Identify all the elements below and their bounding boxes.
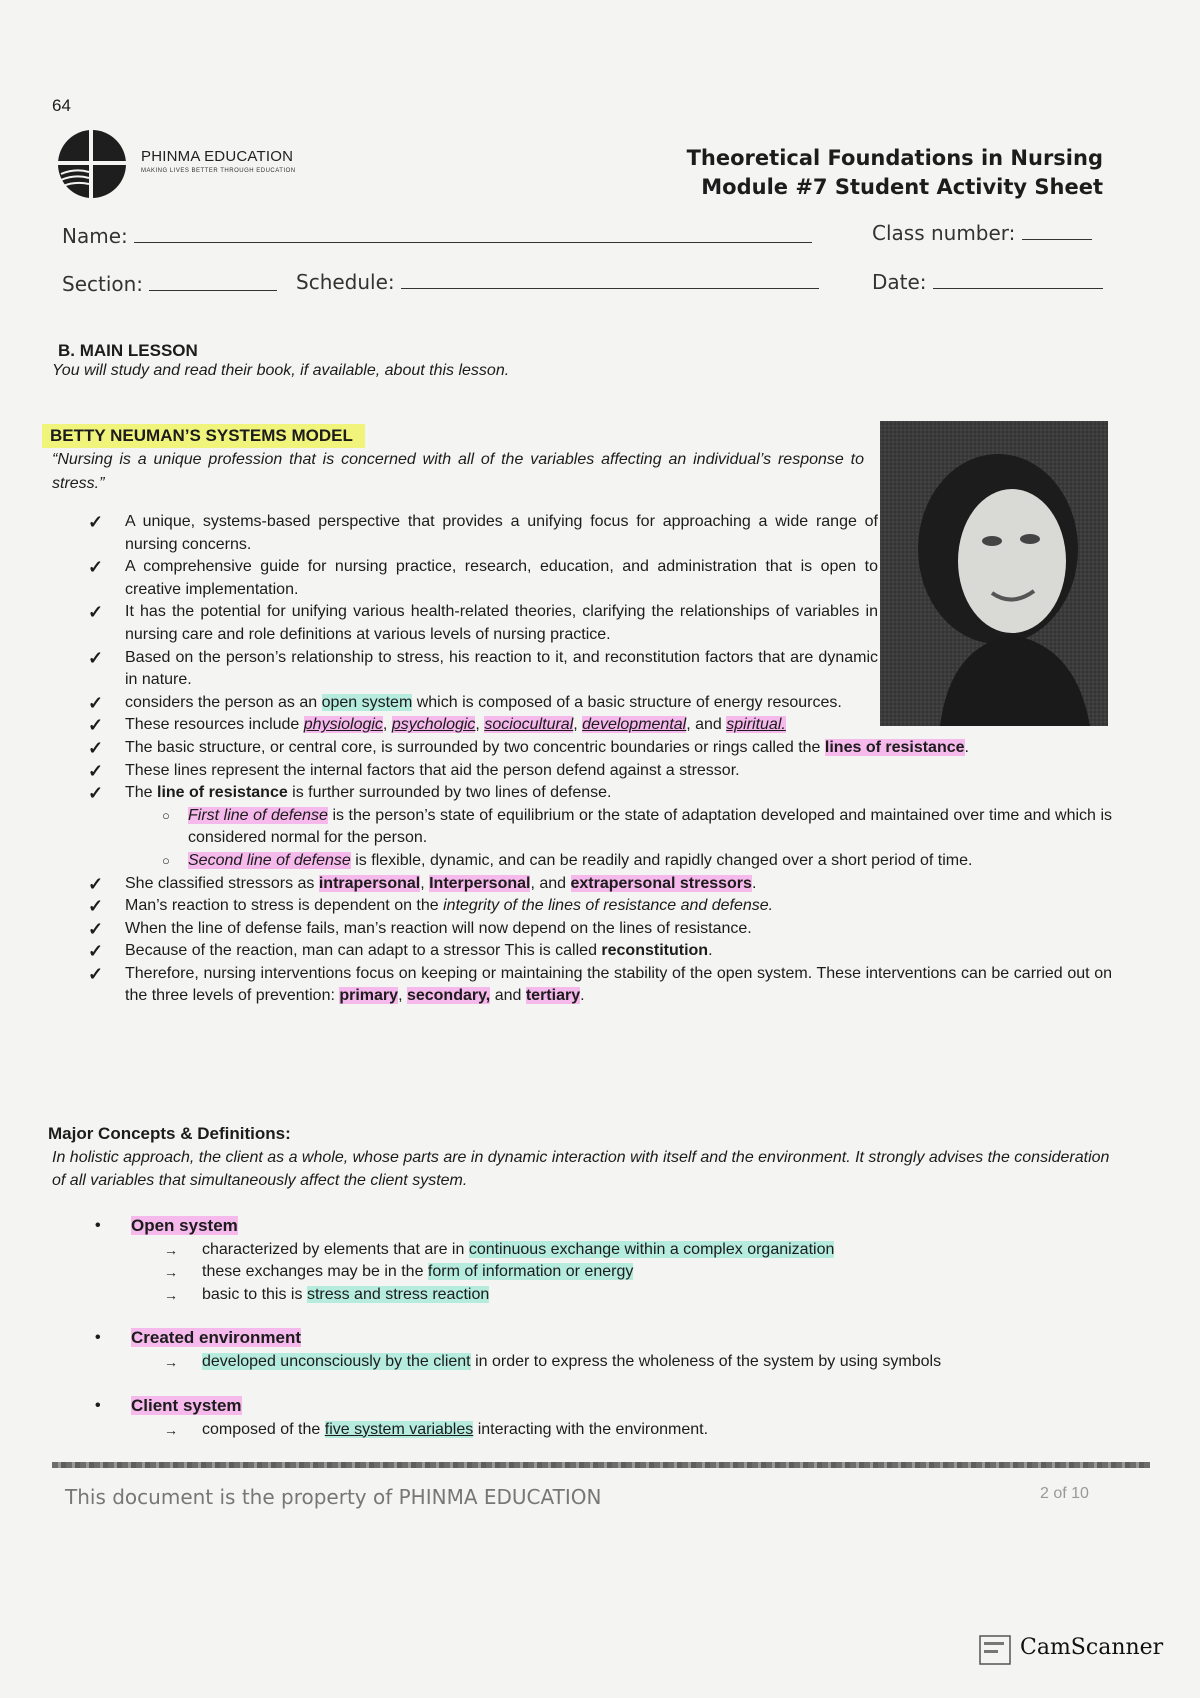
class-number-field (872, 221, 1092, 245)
lines-of-defense-list (125, 805, 1112, 873)
list-item: ○ Second line of defense is flexible, dynamic, and can be readily and rapidly changed over a short period of time. (162, 850, 1112, 873)
check-icon: ✓ (88, 647, 104, 668)
document-header (687, 144, 1103, 202)
page-number: 64 (52, 96, 71, 115)
arrow-right-icon: → (164, 1421, 178, 1438)
camscanner-watermark: CamScanner (1020, 1635, 1164, 1660)
class-number-line[interactable] (1022, 221, 1092, 240)
footer-divider (52, 1462, 1150, 1468)
phinma-logo (55, 128, 355, 200)
open-system-definition (95, 1215, 1135, 1306)
list-item: → developed unconsciously by the client in order to express the wholeness of the system by using symbols (164, 1351, 1135, 1374)
footer-text: This document is the property of PHINMA EDUCATION (65, 1485, 602, 1509)
globe-logo-icon (55, 128, 129, 200)
date-label: Date: (872, 270, 927, 294)
check-icon: ✓ (88, 941, 104, 962)
name-field (62, 224, 812, 248)
term-client-system: Client system (131, 1396, 242, 1415)
list-item: ✓ These lines represent the internal factors that aid the person defend against a stressor. (88, 760, 740, 781)
section-intro: You will study and read their book, if available, about this lesson. (52, 362, 510, 379)
model-quote: “Nursing is a unique profession that is concerned with all of the variables affecting an individual’s response to stress.” (52, 451, 864, 492)
list-item: ✓ A unique, systems-based perspective that provides a unifying focus for approaching a wide range of nursing concerns. (88, 512, 878, 553)
check-icon: ✓ (88, 873, 104, 894)
check-icon: ✓ (88, 963, 104, 984)
arrow-right-icon: → (164, 1353, 178, 1370)
course-title: Theoretical Foundations in Nursing (686, 146, 1103, 170)
list-item: ✓ Because of the reaction, man can adapt to a stressor This is called reconstitution. (88, 941, 713, 962)
section-heading: B. MAIN LESSON (58, 341, 198, 360)
date-line[interactable] (933, 270, 1103, 289)
list-item: ✓ The basic structure, or central core, is surrounded by two concentric boundaries or rings called the lines of resistance. (88, 737, 969, 758)
check-icon: ✓ (88, 760, 104, 781)
definition-list (95, 1351, 1135, 1374)
definition-list (95, 1239, 1135, 1307)
list-item: ✓ When the line of defense fails, man’s reaction will now depend on the lines of resistance. (88, 918, 752, 939)
created-environment-definition (95, 1327, 1135, 1373)
list-item: ✓ Therefore, nursing interventions focus on keeping or maintaining the stability of the open system. These interventions can be carried out on the three levels of prevention: primary, secondary, and tertiary. (88, 963, 1112, 1005)
term-row (95, 1215, 1135, 1239)
list-item: ○ First line of defense is the person’s state of equilibrium or the state of adaptation developed and maintained over time and which is considered normal for the person. (162, 806, 1113, 847)
section-field (62, 272, 277, 296)
camscanner-icon (978, 1632, 1014, 1668)
module-title: Module #7 Student Activity Sheet (701, 175, 1103, 199)
arrow-right-icon: → (164, 1286, 178, 1303)
list-item: ✓ The line of resistance is further surrounded by two lines of defense. ○ First line of defense is the person’s state of equilibrium or the state of adaptation developed and maintained over time and which is considered normal for the person. ○ Second line of defense is flexible, dynamic, and can be readily and rapidly changed over a short period of time. (88, 782, 1112, 872)
schedule-label: Schedule: (296, 270, 395, 294)
circle-bullet-icon: ○ (162, 807, 170, 823)
model-title: BETTY NEUMAN’S SYSTEMS MODEL (42, 424, 365, 448)
check-icon: ✓ (88, 602, 104, 623)
bullet-icon: • (95, 1217, 101, 1234)
check-icon: ✓ (88, 896, 104, 917)
bullet-icon: • (95, 1397, 101, 1414)
check-icon: ✓ (88, 918, 104, 939)
concepts-intro: In holistic approach, the client as a whole, whose parts are in dynamic interaction with itself and the environment. It strongly advises the consideration of all variables that simultaneously affect the client system. (52, 1149, 1110, 1189)
check-icon: ✓ (88, 692, 104, 713)
footer-page: 2 of 10 (1040, 1485, 1089, 1502)
term-created-environment: Created environment (131, 1328, 302, 1347)
logo-text: PHINMA EDUCATION (141, 148, 294, 165)
client-system-definition (95, 1395, 1135, 1441)
term-row (95, 1327, 1135, 1351)
name-line[interactable] (134, 224, 812, 243)
schedule-field (296, 270, 819, 294)
circle-bullet-icon: ○ (162, 852, 170, 868)
check-icon: ✓ (88, 512, 104, 532)
list-item: ✓ A comprehensive guide for nursing practice, research, education, and administration that is open to creative implementation. (88, 557, 878, 598)
term-open-system: Open system (131, 1216, 238, 1235)
name-label: Name: (62, 224, 128, 248)
date-field (872, 270, 1103, 294)
schedule-line[interactable] (401, 270, 819, 289)
list-item: → composed of the five system variables interacting with the environment. (164, 1419, 1135, 1442)
list-item: ✓ considers the person as an open system which is composed of a basic structure of energy resources. (88, 692, 842, 713)
check-icon: ✓ (88, 557, 104, 578)
check-icon: ✓ (88, 715, 104, 736)
list-item: → characterized by elements that are in continuous exchange within a complex organization (164, 1239, 1135, 1262)
concepts-heading: Major Concepts & Definitions: (48, 1124, 291, 1143)
list-item: → these exchanges may be in the form of information or energy (164, 1261, 1135, 1284)
check-icon: ✓ (88, 737, 104, 758)
logo-tagline: MAKING LIVES BETTER THROUGH EDUCATION (141, 168, 296, 174)
class-number-label: Class number: (872, 221, 1016, 245)
section-line[interactable] (149, 272, 277, 291)
definition-list (95, 1419, 1135, 1442)
list-item: ✓ It has the potential for unifying various health-related theories, clarifying the relationships of variables in nursing care and role definitions at various levels of nursing practice. (88, 602, 878, 643)
arrow-right-icon: → (164, 1264, 178, 1280)
arrow-right-icon: → (164, 1241, 178, 1258)
list-item: ✓ She classified stressors as intrapersonal, Interpersonal, and extrapersonal stressors. (88, 873, 757, 894)
term-row (95, 1395, 1135, 1419)
list-item: ✓ These resources include physiologic, psychologic, sociocultural, developmental, and spiritual. (88, 715, 786, 736)
model-points (88, 511, 1112, 1008)
bullet-icon: • (95, 1329, 101, 1346)
list-item: ✓ Man’s reaction to stress is dependent on the integrity of the lines of resistance and defense. (88, 896, 774, 917)
list-item: → basic to this is stress and stress reaction (164, 1284, 1135, 1307)
section-label: Section: (62, 272, 144, 296)
check-icon: ✓ (88, 783, 104, 804)
list-item: ✓ Based on the person’s relationship to stress, his reaction to it, and reconstitution factors that are dynamic in nature. (88, 647, 878, 689)
